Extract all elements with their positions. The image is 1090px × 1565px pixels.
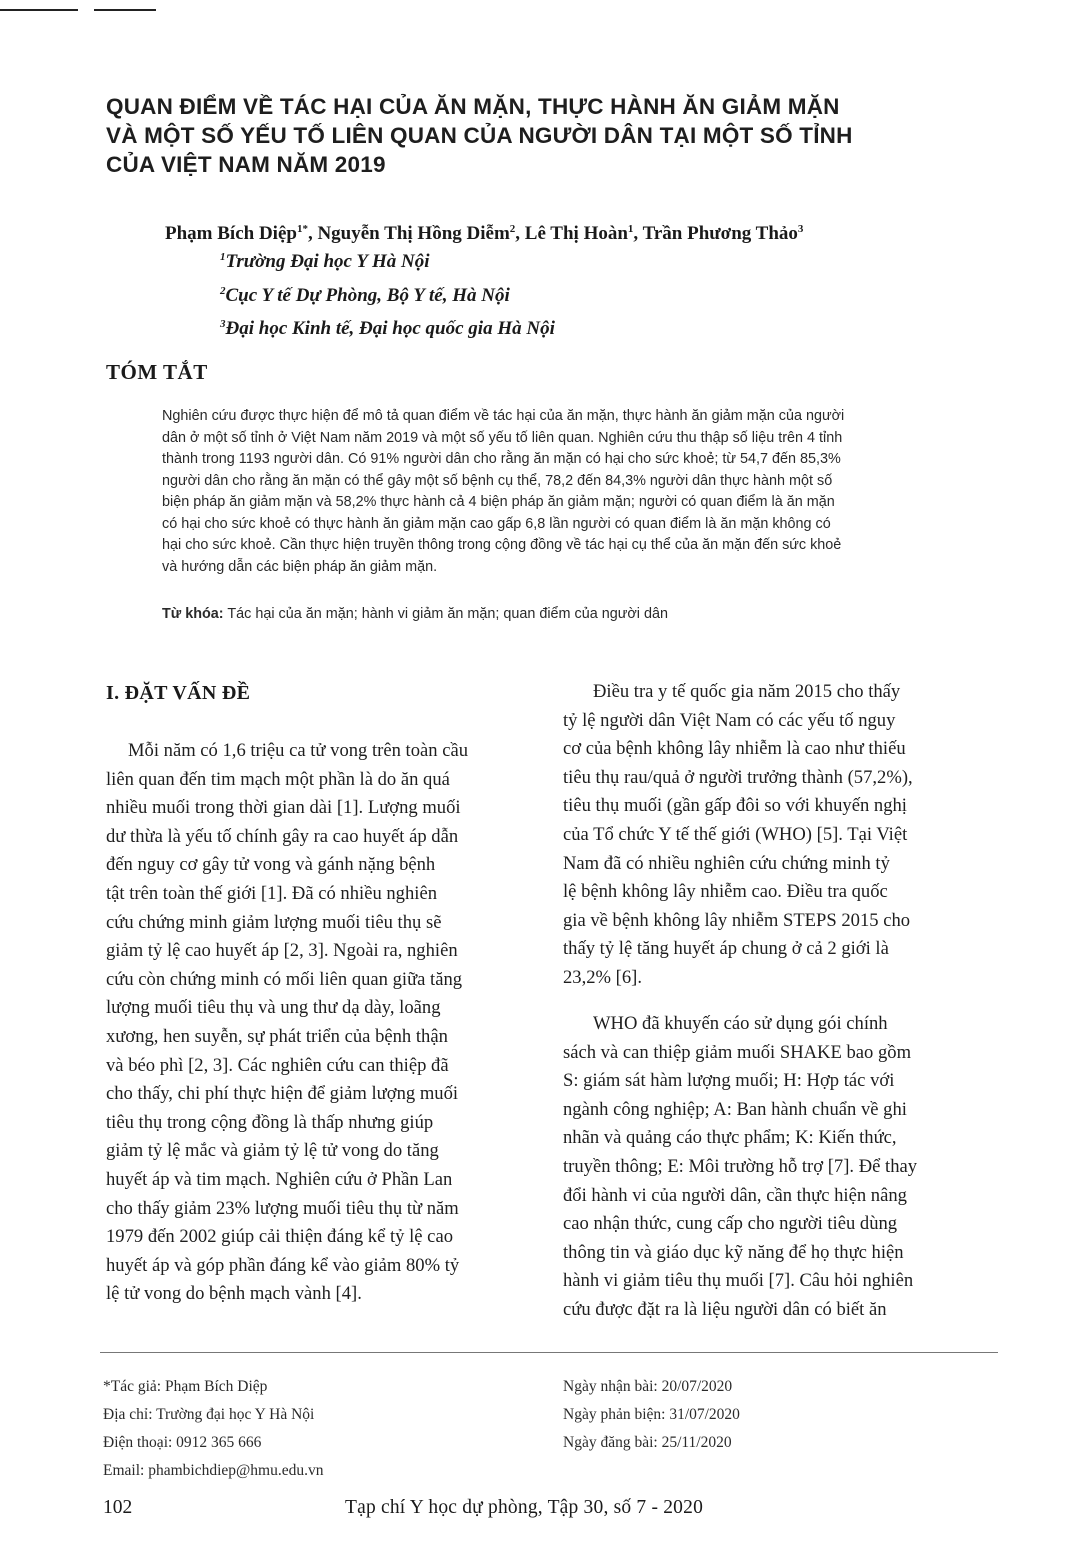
- title-line: CỦA VIỆT NAM NĂM 2019: [106, 152, 386, 177]
- affiliation: $^1$Trường Đại học Y Hà Nội: [220, 251, 430, 272]
- body-line: đổi hành vi của người dân, cần thực hiện nâng: [563, 1184, 907, 1206]
- abstract-line: hại cho sức khoẻ. Cần thực hiện truyền thông trong cộng đồng về tác hại cụ thể của ăn mặn đến sức khoẻ: [162, 537, 842, 553]
- body-line: tiêu thụ rau/quả ở người trưởng thành (57,2%),: [563, 766, 913, 788]
- body-line: nhãn và quảng cáo thực phẩm; K: Kiến thức,: [563, 1127, 897, 1149]
- body-line: dư thừa là yếu tố chính gây ra cao huyết áp dẫn: [106, 825, 459, 847]
- body-line: cho thấy giảm 23% lượng muối tiêu thụ từ năm: [106, 1197, 459, 1219]
- body-line: cơ của bệnh không lây nhiễm là cao như thiếu: [563, 738, 906, 760]
- body-line: tỷ lệ người dân Việt Nam có các yếu tố nguy: [563, 709, 896, 731]
- author-sup: 2: [509, 223, 516, 235]
- author-name: Nguyễn Thị Hồng Diễm: [317, 223, 510, 244]
- author-sup: 3: [797, 223, 804, 235]
- body-line: cứu được đặt ra là liệu người dân có biết ăn: [563, 1298, 887, 1320]
- body-line: 1979 đến 2002 giúp cải thiện đáng kể tỷ lệ cao: [106, 1226, 453, 1248]
- body-line: hành vi giảm tiêu thụ muối [7]. Câu hỏi nghiên: [563, 1270, 914, 1292]
- title-line: QUAN ĐIỂM VỀ TÁC HẠI CỦA ĂN MẶN, THỰC HÀNH ĂN GIẢM MẶN: [106, 94, 840, 119]
- body-line: gia về bệnh không lây nhiễm STEPS 2015 cho: [563, 909, 911, 931]
- body-line: Mỗi năm có 1,6 triệu ca tử vong trên toàn cầu: [128, 740, 469, 761]
- body-line: nhiều muối trong thời gian dài [1]. Lượng muối: [106, 797, 461, 819]
- body-line: lệ tử vong do bệnh mạch vành [4].: [106, 1283, 362, 1305]
- right-column-para2: [563, 1010, 1000, 1325]
- footer-line: Email: phambichdiep@hmu.edu.vn: [103, 1462, 324, 1479]
- body-line: lượng muối tiêu thụ và ung thư dạ dày, loãng: [106, 997, 441, 1019]
- footer-line: Ngày nhận bài: 20/07/2020: [563, 1378, 733, 1395]
- body-line: xương, hen suyễn, sự phát triển của bệnh thận: [106, 1025, 448, 1047]
- body-line: cứu chứng minh giảm lượng muối tiêu thụ sẽ: [106, 911, 442, 933]
- abstract-line: Nghiên cứu được thực hiện để mô tả quan điểm về tác hại của ăn mặn, thực hành ăn giảm mặn của người: [162, 408, 845, 424]
- author-name: Phạm Bích Diệp: [165, 223, 297, 244]
- body-line: và béo phì [2, 3]. Các nghiên cứu can thiệp đã: [106, 1054, 449, 1076]
- title-line: VÀ MỘT SỐ YẾU TỐ LIÊN QUAN CỦA NGƯỜI DÂN TẠI MỘT SỐ TỈNH: [106, 123, 853, 148]
- corner-rule: [94, 9, 156, 11]
- keywords-label: Từ khóa:: [162, 606, 224, 622]
- body-line: sách và can thiệp giảm muối SHAKE bao gồm: [563, 1041, 912, 1063]
- left-column: [106, 737, 538, 1309]
- author-name: Lê Thị Hoàn: [524, 223, 628, 244]
- body-line: huyết áp và góp phần đáng kể vào giảm 80% tỷ: [106, 1254, 460, 1276]
- right-column-para1: [563, 678, 1000, 993]
- body-line: liên quan đến tim mạch một phần là do ăn quá: [106, 768, 450, 790]
- body-line: cao nhận thức, cung cấp cho người tiêu dùng: [563, 1213, 898, 1235]
- body-line: S: giám sát hàm lượng muối; H: Hợp tác với: [563, 1070, 895, 1092]
- footer-line: Điện thoại: 0912 365 666: [103, 1434, 262, 1451]
- author-list: Phạm Bích Diệp$^{1*}$, Nguyễn Thị Hồng Diễm$^2$, Lê Thị Hoàn$^1$, Trần Phương Thảo$^3$: [165, 223, 804, 244]
- body-line: 23,2% [6].: [563, 966, 643, 988]
- page-number: 102: [103, 1497, 133, 1518]
- footer-line: Ngày đăng bài: 25/11/2020: [563, 1434, 732, 1451]
- body-line: tật trên toàn thế giới [1]. Đã có nhiều nghiên: [106, 882, 437, 904]
- body-line: Nam đã có nhiều nghiên cứu chứng minh tỷ: [563, 852, 890, 874]
- abstract-line: thành trong 1193 người dân. Có 91% người dân cho rằng ăn mặn có hại cho sức khoẻ; từ 54,7 đến 85,3%: [162, 451, 841, 467]
- body-line: thấy tỷ lệ tăng huyết áp chung ở cả 2 giới là: [563, 938, 889, 960]
- author-name: Trần Phương Thảo: [642, 223, 798, 244]
- body-line: của Tổ chức Y tế thế giới (WHO) [5]. Tại Việt: [563, 823, 908, 845]
- author-sup: 1*: [296, 223, 308, 235]
- footer-line: *Tác giả: Phạm Bích Diệp: [103, 1378, 268, 1395]
- body-line: giảm tỷ lệ cao huyết áp [2, 3]. Ngoài ra, nghiên: [106, 940, 458, 962]
- body-line: giảm tỷ lệ mắc và giảm tỷ lệ tử vong do tăng: [106, 1140, 439, 1162]
- body-line: tiêu thụ muối (gần gấp đôi so với khuyến nghị: [563, 795, 907, 817]
- footer-line: Địa chỉ: Trường đại học Y Hà Nội: [103, 1406, 315, 1423]
- abstract-line: người dân cho rằng ăn mặn có thể gây một số bệnh cụ thể, 78,2 đến 84,3% người dân thực hành một số: [162, 472, 833, 489]
- keywords-text: Tác hại của ăn mặn; hành vi giảm ăn mặn; quan điểm của người dân: [227, 606, 669, 622]
- journal-footer: Tạp chí Y học dự phòng, Tập 30, số 7 - 2020: [345, 1497, 704, 1518]
- body-line: lệ bệnh không lây nhiễm cao. Điều tra quốc: [563, 881, 888, 903]
- footer-line: Ngày phản biện: 31/07/2020: [563, 1406, 740, 1423]
- body-line: thông tin và giáo dục kỹ năng để họ thực hiện: [563, 1241, 904, 1263]
- footer-divider: [100, 1352, 998, 1353]
- body-line: truyền thông; E: Môi trường hỗ trợ [7]. Để thay: [563, 1155, 918, 1177]
- body-line: ngành công nghiệp; A: Ban hành chuẩn về ghi: [563, 1098, 907, 1120]
- body-line: cho thấy, chi phí thực hiện để giảm lượng muối: [106, 1083, 459, 1105]
- article-dates: [563, 1373, 740, 1457]
- abstract-body: [162, 406, 1007, 578]
- body-line: cứu còn chứng minh có mối liên quan giữa tăng: [106, 968, 463, 990]
- section-heading: I. ĐẶT VẤN ĐỀ: [106, 682, 251, 704]
- body-line: huyết áp và tim mạch. Nghiên cứu ở Phần Lan: [106, 1168, 453, 1190]
- corner-rule: [0, 9, 78, 11]
- abstract-line: biện pháp ăn giảm mặn và 58,2% thực hành cả 4 biện pháp ăn giảm mặn; người có quan điểm là ăn mặn: [162, 494, 835, 510]
- abstract-line: và hướng dẫn các biện pháp ăn giảm mặn.: [162, 558, 438, 575]
- affiliation: $^3$Đại học Kinh tế, Đại học quốc gia Hà Nội: [220, 318, 555, 339]
- abstract-heading: TÓM TẮT: [106, 360, 208, 384]
- body-line: tiêu thụ trong cộng đồng là thấp nhưng giúp: [106, 1111, 434, 1133]
- body-line: WHO đã khuyến cáo sử dụng gói chính: [593, 1013, 888, 1034]
- affiliation: $^2$Cục Y tế Dự Phòng, Bộ Y tế, Hà Nội: [220, 284, 510, 306]
- correspondence-info: [103, 1373, 323, 1485]
- paper-title: [106, 92, 986, 179]
- keywords: [162, 606, 668, 622]
- affiliation-list: [220, 243, 920, 344]
- body-line: Điều tra y tế quốc gia năm 2015 cho thấy: [593, 681, 901, 702]
- author-sup: 1: [627, 223, 634, 235]
- body-line: đến nguy cơ gây tử vong và gánh nặng bệnh: [106, 854, 436, 876]
- abstract-line: dân ở một số tỉnh ở Việt Nam năm 2019 và một số yếu tố liên quan. Nghiên cứu thu thập số liệu trên 4 tỉnh: [162, 429, 843, 446]
- abstract-line: có hại cho sức khoẻ có thực hành ăn giảm mặn cao gấp 6,8 lần người có quan điểm là ăn mặn không có: [162, 515, 831, 532]
